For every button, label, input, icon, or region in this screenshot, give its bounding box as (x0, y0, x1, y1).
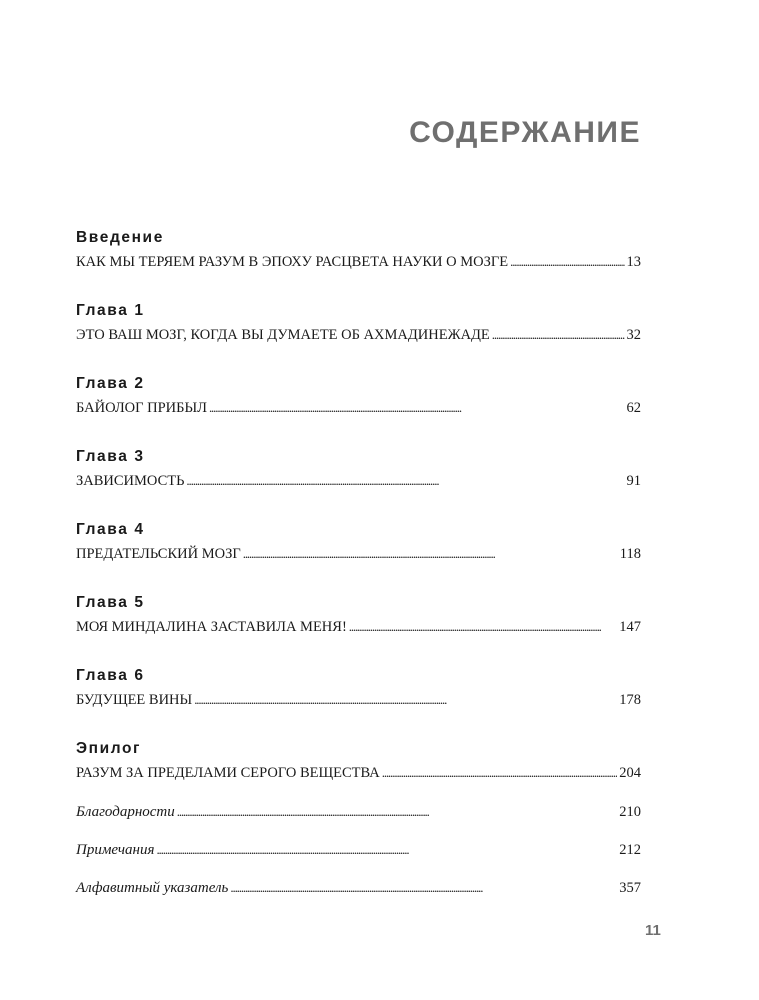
toc-entry-index (76, 876, 641, 900)
page-title: СОДЕРЖАНИЕ (409, 116, 641, 149)
toc-entry (76, 469, 641, 493)
entry-title: БАЙОЛОГ ПРИБЫЛ (76, 400, 207, 416)
entry-title: ПРЕДАТЕЛЬСКИЙ МОЗГ (76, 546, 241, 562)
table-of-contents (76, 226, 641, 900)
dot-leader (230, 876, 617, 900)
dot-leader (209, 396, 625, 420)
entry-title: Благодарности (76, 804, 175, 820)
section-heading: Введение (76, 229, 164, 246)
entry-page-number: 62 (626, 400, 641, 416)
entry-page-number: 204 (619, 765, 641, 781)
toc-entry-acknowledgements (76, 800, 641, 824)
toc-entry (76, 323, 641, 347)
entry-title: Примечания (76, 842, 155, 858)
toc-section-chapter-6 (76, 664, 641, 712)
toc-section-chapter-1 (76, 299, 641, 347)
toc-entry (76, 615, 641, 639)
toc-section-chapter-3 (76, 445, 641, 493)
dot-leader (349, 615, 617, 639)
section-heading: Глава 6 (76, 667, 145, 684)
entry-page-number: 13 (626, 254, 641, 270)
section-heading: Глава 1 (76, 302, 145, 319)
entry-title: ЗАВИСИМОСТЬ (76, 473, 185, 489)
dot-leader (492, 323, 625, 347)
dot-leader (243, 542, 618, 566)
section-heading: Эпилог (76, 740, 142, 757)
entry-title: ЭТО ВАШ МОЗГ, КОГДА ВЫ ДУМАЕТЕ ОБ АХМАДИНЕЖАДЕ (76, 327, 490, 343)
toc-section-chapter-5 (76, 591, 641, 639)
toc-entry (76, 761, 641, 785)
entry-title: КАК МЫ ТЕРЯЕМ РАЗУМ В ЭПОХУ РАСЦВЕТА НАУКИ О МОЗГЕ (76, 254, 509, 270)
toc-section-intro (76, 226, 641, 274)
entry-page-number: 210 (619, 804, 641, 820)
toc-entry (76, 542, 641, 566)
section-heading: Глава 5 (76, 594, 145, 611)
dot-leader (194, 688, 617, 712)
dot-leader (186, 469, 624, 493)
section-heading: Глава 3 (76, 448, 145, 465)
toc-entry-notes (76, 838, 641, 862)
entry-page-number: 212 (619, 842, 641, 858)
toc-section-chapter-4 (76, 518, 641, 566)
entry-title: МОЯ МИНДАЛИНА ЗАСТАВИЛА МЕНЯ! (76, 619, 347, 635)
toc-entry (76, 688, 641, 712)
entry-title: Алфавитный указатель (76, 880, 229, 896)
section-heading: Глава 4 (76, 521, 145, 538)
toc-section-chapter-2 (76, 372, 641, 420)
entry-page-number: 357 (619, 880, 641, 896)
dot-leader (177, 800, 618, 824)
dot-leader (382, 761, 618, 785)
entry-title: БУДУЩЕЕ ВИНЫ (76, 692, 193, 708)
dot-leader (510, 250, 624, 274)
page-number: 11 (645, 922, 661, 939)
toc-section-epilogue (76, 737, 641, 785)
dot-leader (156, 838, 617, 862)
entry-title: РАЗУМ ЗА ПРЕДЕЛАМИ СЕРОГО ВЕЩЕСТВА (76, 765, 380, 781)
entry-page-number: 32 (626, 327, 641, 343)
section-heading: Глава 2 (76, 375, 145, 392)
toc-entry (76, 396, 641, 420)
entry-page-number: 178 (619, 692, 641, 708)
entry-page-number: 91 (626, 473, 641, 489)
toc-entry (76, 250, 641, 274)
entry-page-number: 147 (619, 619, 641, 635)
entry-page-number: 118 (619, 546, 641, 562)
